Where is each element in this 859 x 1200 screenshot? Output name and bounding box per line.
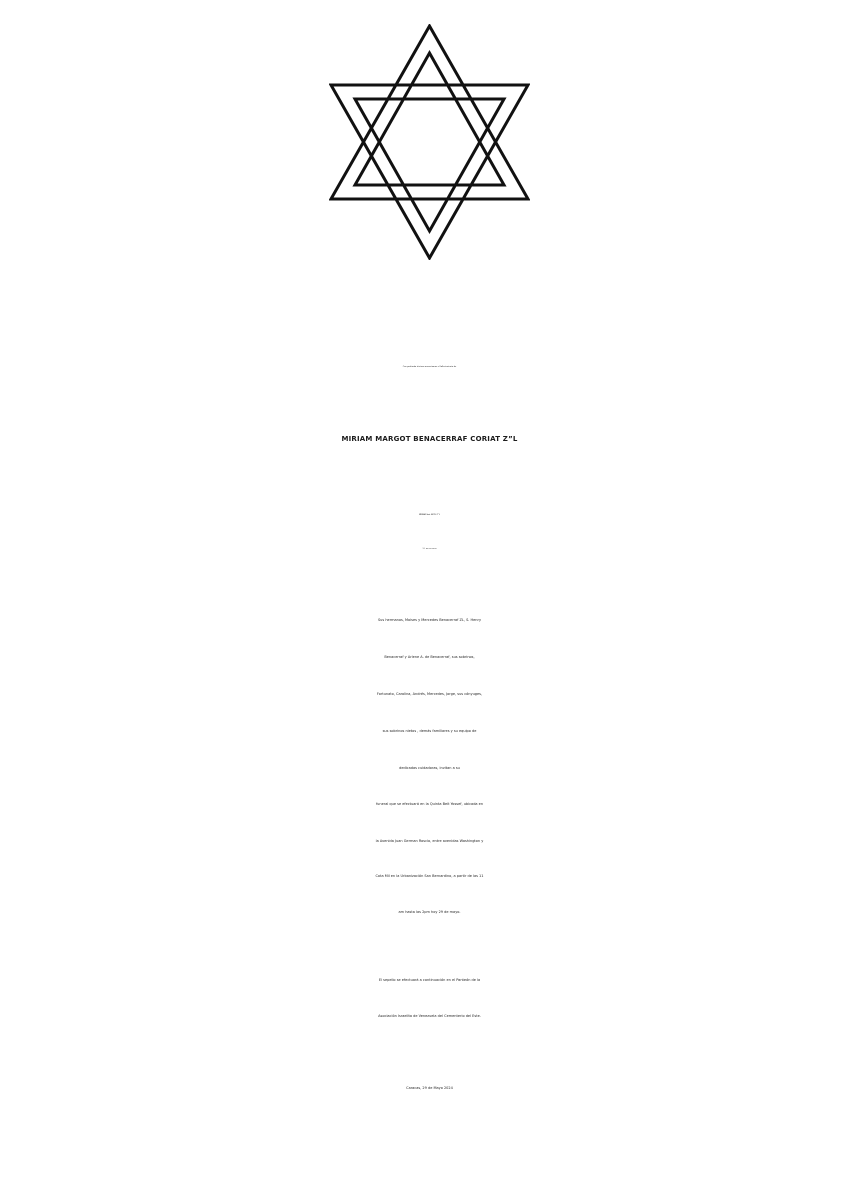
body-line: dedicadas cuidadoras, invitan a su [399, 766, 460, 770]
burial-line: El sepelio se efectuará a continuación en el Panteón de la [378, 978, 481, 982]
body-line: Cota Mil en la Urbanización San Bernardino, a partir de las 11 [375, 874, 484, 878]
deceased-name: MIRIAM MARGOT BENACERRAF CORIAT Z”L [341, 435, 518, 443]
burial-line: Asociación Israelita de Venezuela del Cementerio del Este. [378, 1014, 481, 1018]
body-line: Fortunato, Carolina, Andrés, Mercedes, Jorge, sus cónyuges, [376, 692, 483, 696]
body-line: la Avenida Juan German Roscio, entre avenidas Washington y [375, 839, 484, 843]
hebrew-name: מרים בת סט ז"ל [422, 548, 437, 550]
intro-text: Con profunda tristeza anunciamos el fallecimiento de [402, 366, 457, 368]
body-line: am hasta las 2pm hoy 29 de mayo. [398, 910, 461, 914]
body-line: sus sobrinos nietos , demás familiares y su equipo de [382, 729, 477, 733]
body-line: Sus hermanos, Moises y Mercedes Benacerraf ZL, S. Henry [377, 618, 482, 622]
place-date: Caracas, 29 de Mayo 2024 [406, 1086, 453, 1090]
hebrew-name-latin: MIRIAM bat SETE Z”L [418, 514, 441, 516]
star-of-david-icon [329, 24, 530, 260]
body-line: Benacerraf y Arlene A. de Benacerraf, sus sobrinos, [384, 655, 475, 659]
body-line: funeral que se efectuará en la Quinta Beit Yossef, ubicada en [375, 802, 484, 806]
